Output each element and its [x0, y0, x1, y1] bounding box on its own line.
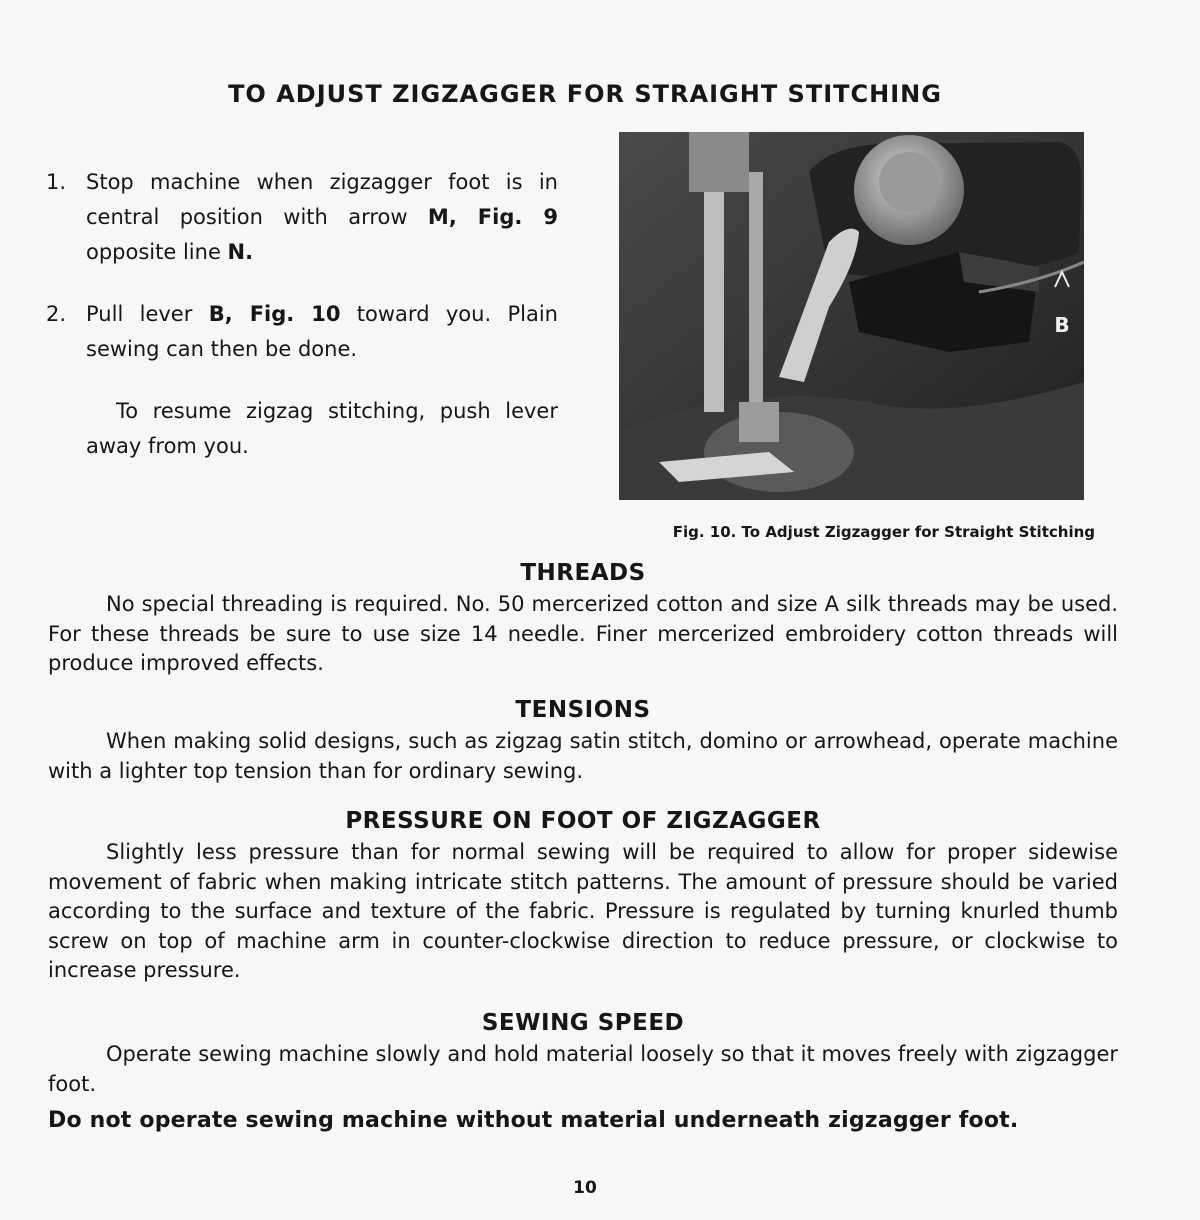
page-number: 10 [573, 1178, 597, 1198]
section-sewing-speed [48, 1006, 1118, 1099]
figure-10-photo [619, 132, 1084, 500]
step-2 [46, 297, 558, 367]
section-heading: SEWING SPEED [481, 1010, 685, 1036]
step-number: 1. [46, 170, 67, 194]
section-body: When making solid designs, such as zigzag satin stitch, domino or arrowhead, operate machine with a lighter top tension than for ordinary sewing. [48, 729, 1118, 783]
step-number: 2. [46, 302, 67, 326]
resume-note: To resume zigzag stitching, push lever away from you. [86, 399, 558, 458]
warning-text: Do not operate sewing machine without material underneath zigzagger foot. [48, 1108, 1019, 1133]
page-title: TO ADJUST ZIGZAGGER FOR STRAIGHT STITCHING [228, 80, 942, 108]
figure-reference: B, Fig. 10 [208, 302, 341, 326]
step-text [86, 297, 558, 367]
step-text-part: opposite line [86, 240, 228, 264]
step-text-part: toward you. Plain sewing can then be done. [86, 302, 558, 361]
line-reference: N. [227, 240, 254, 264]
section-heading: THREADS [520, 560, 646, 586]
figure-reference: M, Fig. 9 [427, 205, 558, 229]
section-tensions [48, 693, 1118, 786]
section-body: Operate sewing machine slowly and hold material loosely so that it moves freely with zigzagger foot. [48, 1042, 1118, 1096]
instruction-steps [46, 165, 558, 464]
section-heading: PRESSURE ON FOOT OF ZIGZAGGER [345, 808, 821, 834]
lever-b-label: B [1054, 313, 1070, 337]
section-heading: TENSIONS [515, 697, 651, 723]
step-text-part: Stop machine when zigzagger foot is in central position with arrow [86, 170, 558, 229]
step-1 [46, 165, 558, 270]
step-text-part: Pull lever [86, 302, 209, 326]
figure-caption: Fig. 10. To Adjust Zigzagger for Straight Stitching [672, 523, 1095, 541]
section-body: Slightly less pressure than for normal sewing will be required to allow for proper sidewise movement of fabric when making intricate stitch patterns. The amount of pressure should be varied according to the surface and texture of the fabric. Pressure is regulated by turning knurled thumb screw on top of machine arm in counter-clockwise direction to reduce pressure, or clockwise to increase pressure. [48, 840, 1118, 982]
step-text [86, 165, 558, 270]
section-threads [48, 556, 1118, 679]
section-body: No special threading is required. No. 50 mercerized cotton and size A silk threads may be used. For these threads be sure to use size 14 needle. Finer mercerized embroidery cotton threads will produce improved effects. [48, 592, 1118, 675]
section-pressure [48, 804, 1118, 986]
sewing-machine-illustration [619, 132, 1084, 500]
